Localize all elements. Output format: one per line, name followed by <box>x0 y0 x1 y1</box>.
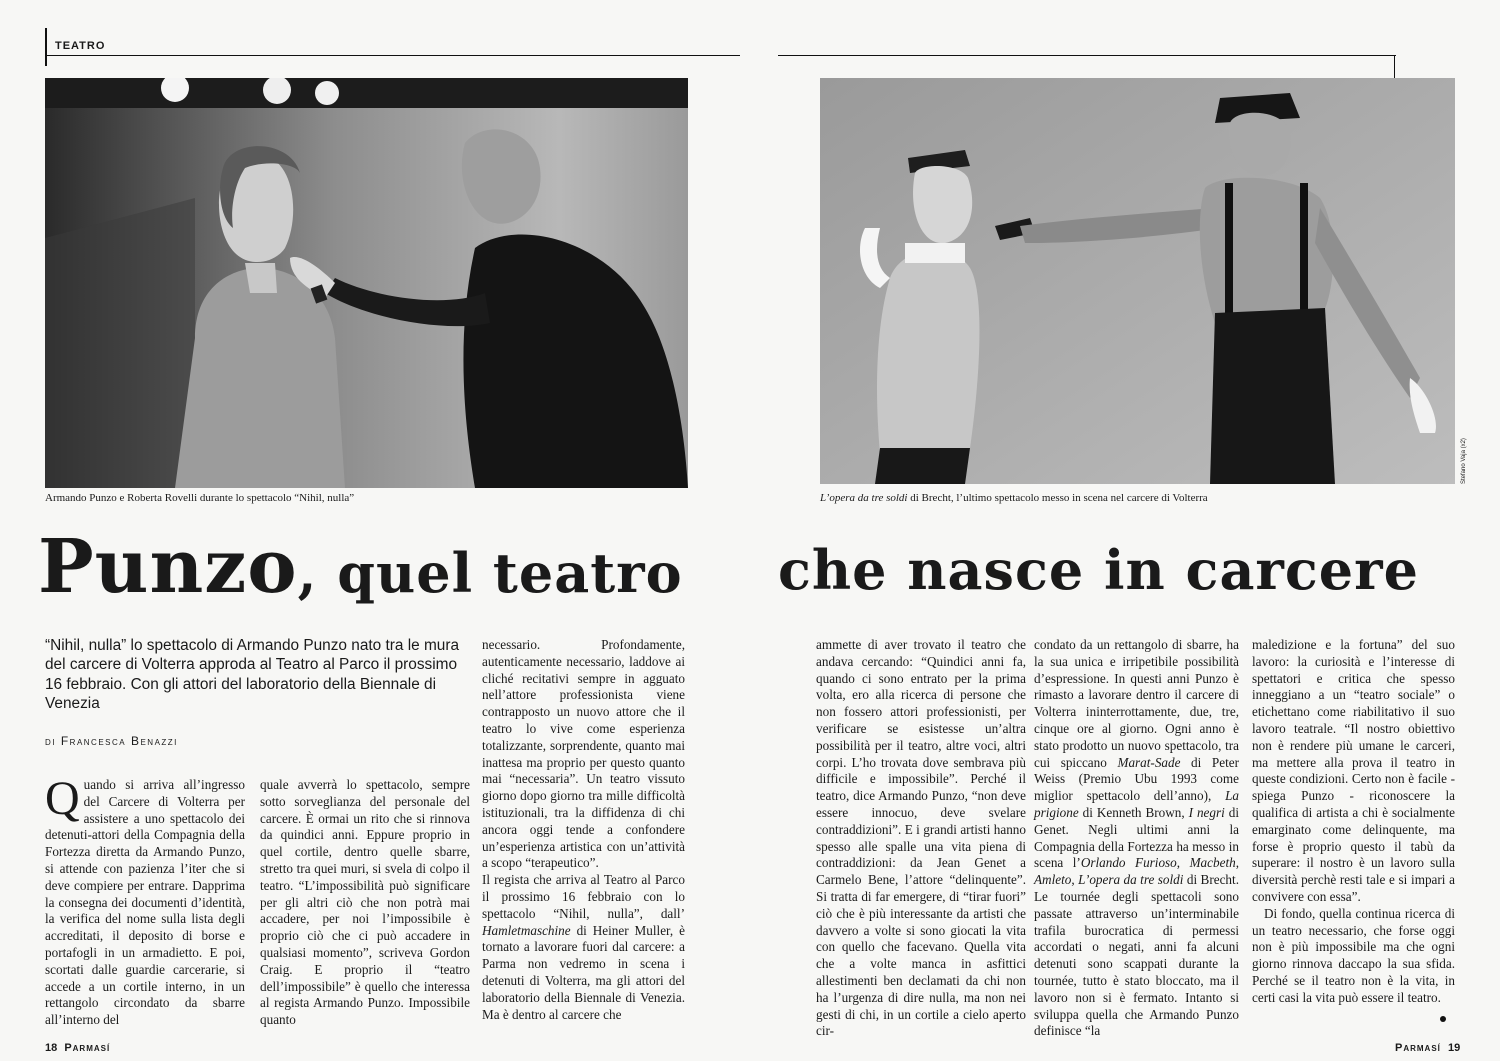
column-5-sep-3: , <box>1071 872 1079 888</box>
column-5-title-macbeth: Macbeth <box>1189 855 1236 871</box>
right-caption-title: L’opera da tre soldi <box>820 492 908 504</box>
column-5-title-i-negri: I negri <box>1188 804 1225 820</box>
article-column-1 <box>45 772 245 1029</box>
article-column-2 <box>260 777 470 1029</box>
article-byline: di Francesca Benazzi <box>45 734 178 748</box>
column-5-title-opera: L’opera da tre soldi <box>1078 872 1184 888</box>
section-vertical-rule <box>45 28 47 66</box>
column-3-text-a: necessario. Profondamente, autenticamente necessario, laddove ai cliché recitativi sempre in agguato nell’attore professionista viene contrapposto un nuovo attore che il teatro lo vive come esperienza totalizzante, sorprendente, quanto mai inattesa ma proprio per questo quanto mai “necessaria”. Un teatro vissuto giorno dopo giorno tra mille difficoltà istituzionali, tra la diffidenza di chi ancora oggi tende a confondere un’esperienza artistica con un’attività a scopo “terapeutico”. <box>482 637 685 871</box>
column-5-text-h: di Brecht. Le tournée degli spettacoli sono passate attraverso un’interminabile trafila burocratica di permessi accordati o negati, anni fa alcuni detenuti sono scappati durante la tournée, tutto è stato bloccato, ma il lavoro non si è fermato. Intanto si sviluppa quella che Armando Punzo definisce “la <box>1034 872 1239 1039</box>
folio-right <box>1395 1042 1460 1054</box>
column-1-text: uando si arriva all’ingresso del Carcere di Volterra per assistere a uno spettacolo dei detenuti-attori della Compagnia della Fortezza diretta da Armando Punzo, si attende con pazienza l’iter che si deve compiere per entrare. Dapprima la consegna dei documenti d’identità, la verifica del nome sulla lista degli accreditati, il deposito di borse e portafogli in un armadietto. E poi, scortati dalle guardie carcerarie, si accede a un cortile interno, in un rettangolo circondato da sbarre all’interno del <box>45 777 245 1028</box>
article-column-3 <box>482 637 685 1023</box>
column-5-sep-2: , <box>1235 855 1239 871</box>
photo-credit: Stefano Vaja (x2) <box>1461 438 1467 484</box>
folio-left <box>45 1042 110 1054</box>
column-5-text-c: di Kenneth Brown, <box>1078 804 1189 820</box>
drop-cap: Q <box>45 772 80 825</box>
headline-quel-teatro: , quel teatro <box>297 541 683 605</box>
column-6-text-a: maledizione e la fortuna” del suo lavoro: la curiosità e l’interesse di spettatori e critica che spesso inneggiano a un “teatro sociale” o etichettano come riabilitativo il suo lavoro teatrale. “Il nostro obiettivo non è rendere più umane le carceri, ma mettere alla prova il teatro in queste condizioni. Certo non è facile - spiega Punzo - riconoscere la qualifica di artista a chi è socialmente emarginato come delinquente, ma forse è proprio questo il tabù da superare: il nostro è un lavoro sulla diversità perchè resti tale e si impari a convivere con essa”. <box>1252 637 1455 904</box>
column-4-text: ammette di aver trovato il teatro che andava cercando: “Quindici anni fa, quando ci sono entrato per la prima volta, ero alla ricerca di persone che non fossero attori professionisti, per verificare se esistesse un’altra possibilità per il teatro, altre voci, altri corpi. L’ho trovata dove sembrava più difficile e impossibile”. Perché il teatro, dice Armando Punzo, “non deve essere innocuo, deve svelare contraddizioni”. E i grandi artisti hanno spesso alle spalle una vita piena di contraddizioni: da Jean Genet a Carmelo Bene, l’attore “delinquente”. Si tratta di far emergere, di “tirar fuori” ciò che è più interessante da artisti che davvero a volte si sono giocati la vita con quello che facevano. Quella vita che a volte manca in asfittici allestimenti ben declamati da chi non ha l’urgenza di dire nulla, ma non nei gesti di chi, in un cortile a cielo aperto cir- <box>816 637 1026 1039</box>
section-rule-right <box>778 55 1396 56</box>
column-6-text-b: Di fondo, quella continua ricerca di un teatro necessario, che forse oggi non è più impossibile ma che ogni giorno rinnova daccapo la sua sfida. Perché se il teatro non è la vita, in certi casi la vita può essere il teatro. <box>1252 905 1455 1005</box>
photo-opera-da-tre-soldi <box>820 78 1455 484</box>
column-5-sep-1: , <box>1176 855 1190 871</box>
page-number-right: 19 <box>1447 1042 1461 1054</box>
column-5-title-la-prigione: La prigione <box>1034 788 1239 820</box>
column-5-text-d: di Genet. Negli ultimi anni la Compagnia della Fortezza ha messo in scena l’ <box>1034 804 1239 871</box>
section-label: TEATRO <box>55 40 106 52</box>
left-photo-caption: Armando Punzo e Roberta Rovelli durante lo spettacolo “Nihil, nulla” <box>45 492 355 504</box>
magazine-name-left: Parmasí <box>64 1042 111 1054</box>
headline-left <box>38 524 683 610</box>
column-5-title-orlando: Orlando Furioso <box>1080 855 1177 871</box>
headline-right: che nasce in carcere <box>778 538 1419 602</box>
photo-punzo-rovelli <box>45 78 688 488</box>
photo-opera-illustration <box>820 78 1455 484</box>
column-5-text-a: condato da un rettangolo di sbarre, ha la sua unica e irripetibile possibilità d’espressione. In questi anni Punzo è rimasto a lavorare dentro il carcere di Volterra ininterrottamente, due, tre, cinque ore al giorno. Ogni anno è stato prodotto un nuovo spettacolo, tra cui spiccano <box>1034 637 1239 770</box>
article-column-4 <box>816 637 1026 1040</box>
right-photo-caption <box>820 492 1208 505</box>
section-rule-left <box>45 55 740 56</box>
column-2-text: quale avverrà lo spettacolo, sempre sotto sorveglianza del personale del carcere. È ormai un rito che si rinnova da quindici anni. Eppure proprio in quel cortile, dentro quelle sbarre, stretto tra quei muri, si svela di colpo il teatro. “L’impossibilità può significare per gli altri ciò che non potrà mai accadere, per noi l’impossibile è proprio ciò che ci può accadere in qualsiasi momento”, scriveva Gordon Craig. E proprio il “teatro dell’impossibile” è quello che interessa al regista Armando Punzo. Impossibile quanto <box>260 777 470 1028</box>
column-5-title-marat-sade: Marat-Sade <box>1117 754 1181 770</box>
right-caption-text: di Brecht, l’ultimo spettacolo messo in scena nel carcere di Volterra <box>907 492 1208 504</box>
column-3-text-b-post: di Heiner Muller, è tornato a lavorare fuori dal carcere: a Parma non vedremo in scena i detenuti di Volterra, ma gli attori del laboratorio della Biennale di Venezia. Ma è dentro al carcere che <box>482 922 685 1022</box>
page-number-left: 18 <box>45 1042 58 1054</box>
magazine-name-right: Parmasí <box>1395 1042 1441 1054</box>
column-5-title-amleto: Amleto <box>1034 872 1072 888</box>
headline-punzo: Punzo <box>38 524 298 610</box>
column-3-text-b-pre: Il regista che arriva al Teatro al Parco il prossimo 16 febbraio con lo spettacolo “Nihil, nulla”, dall’ <box>482 872 685 921</box>
column-3-title: Hamletmaschine <box>482 922 571 938</box>
article-column-5 <box>1034 637 1239 1040</box>
article-subhead: “Nihil, nulla” lo spettacolo di Armando Punzo nato tra le mura del carcere di Volterra approda al Teatro al Parco il prossimo 16 febbraio. Con gli attori del laboratorio della Biennale di Venezia <box>45 637 460 713</box>
photo-punzo-rovelli-illustration <box>45 78 688 488</box>
column-5-text-b: di Peter Weiss (Premio Ubu 1993 come miglior spettacolo dell’anno), <box>1034 754 1240 804</box>
article-column-6 <box>1252 637 1455 1007</box>
end-of-article-mark <box>1440 1016 1446 1022</box>
